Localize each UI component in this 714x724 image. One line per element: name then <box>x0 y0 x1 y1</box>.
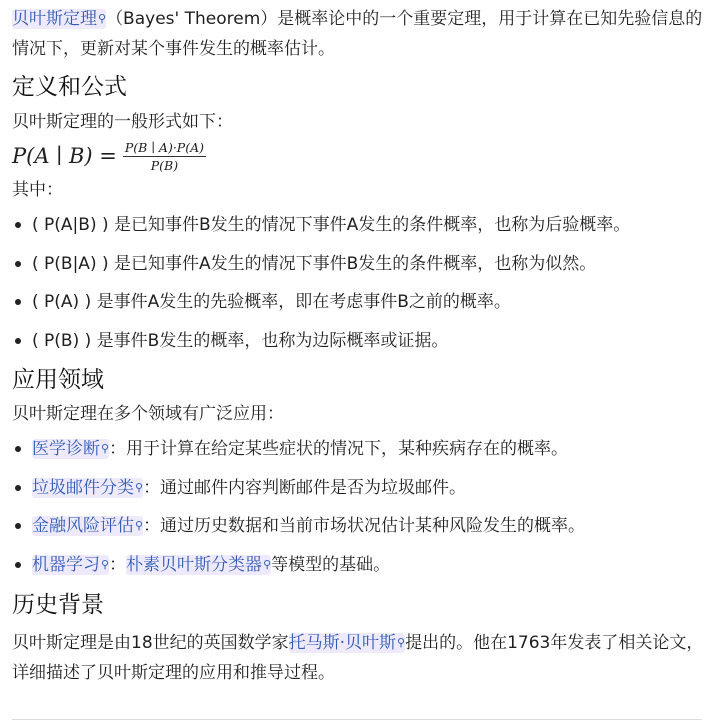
list-item <box>12 469 704 508</box>
search-icon: ⚲ <box>98 12 107 25</box>
definition-lead: 贝叶斯定理的一般形式如下： <box>12 112 233 132</box>
link-label: 垃圾邮件分类 <box>32 477 134 498</box>
applications-lead: 贝叶斯定理在多个领域有广泛应用： <box>12 404 284 424</box>
link-thomas-bayes[interactable] <box>289 633 405 653</box>
applications-list <box>12 430 704 584</box>
formula-numerator: P(B ∣ A)·P(A) <box>124 139 204 155</box>
link-financial-risk[interactable] <box>32 516 143 536</box>
link-medical-diagnosis[interactable] <box>32 439 109 459</box>
formula-fraction <box>123 140 206 173</box>
article <box>12 4 704 688</box>
intro-text: （Bayes' Theorem）是概率论中的一个重要定理，用于计算在已知先验信息的情况下，更新对某个事件发生的概率估计。 <box>12 9 703 59</box>
list-item: ( P(A) ) 是事件A发生的先验概率，即在考虑事件B之前的概率。 <box>12 283 704 322</box>
link-label: 机器学习 <box>32 554 100 575</box>
item-text: 等模型的基础。 <box>271 554 391 575</box>
formula-lhs: P(A ∣ B) = <box>12 144 117 168</box>
link-label: 托马斯·贝叶斯 <box>288 633 397 653</box>
link-naive-bayes[interactable] <box>126 555 271 575</box>
link-machine-learning[interactable] <box>32 555 109 575</box>
search-icon: ⚲ <box>135 519 144 532</box>
heading-definition: 定义和公式 <box>12 74 127 100</box>
item-text: ：通过历史数据和当前市场状况估计某种风险发生的概率。 <box>143 516 586 536</box>
intro-paragraph <box>12 4 704 64</box>
bottom-divider <box>12 719 702 720</box>
search-icon: ⚲ <box>397 636 406 649</box>
list-item: ( P(B) ) 是事件B发生的概率，也称为边际概率或证据。 <box>12 322 704 361</box>
search-icon: ⚲ <box>101 442 110 455</box>
list-item <box>12 546 704 585</box>
where-label: 其中： <box>12 180 63 200</box>
item-text: ：通过邮件内容判断邮件是否为垃圾邮件。 <box>143 477 467 498</box>
search-icon: ⚲ <box>135 480 144 494</box>
heading-applications: 应用领域 <box>12 367 104 393</box>
bayes-formula <box>12 137 704 175</box>
list-item: ( P(B|A) ) 是已知事件A发生的情况下事件B发生的条件概率，也称为似然。 <box>12 245 704 284</box>
history-text: 贝叶斯定理是由18世纪的英国数学家 <box>12 633 289 653</box>
link-label: 贝叶斯定理 <box>12 9 97 29</box>
item-text: ： <box>109 554 127 575</box>
definition-list <box>12 206 704 360</box>
search-icon: ⚲ <box>101 557 110 571</box>
link-label: 金融风险评估 <box>32 516 134 536</box>
history-text: 提出的。他在1763年发表了相关论文，详细描述了贝叶斯定理的应用和推导过程。 <box>12 633 704 683</box>
link-spam-classification[interactable] <box>32 478 143 498</box>
list-item <box>12 430 704 469</box>
history-paragraph <box>12 628 704 688</box>
link-label: 医学诊断 <box>32 439 100 459</box>
link-label: 朴素贝叶斯分类器 <box>126 554 263 575</box>
search-icon: ⚲ <box>263 557 272 571</box>
item-text: ：用于计算在给定某些症状的情况下，某种疾病存在的概率。 <box>109 439 569 459</box>
formula-denominator: P(B) <box>150 157 179 173</box>
list-item: ( P(A|B) ) 是已知事件B发生的情况下事件A发生的条件概率，也称为后验概率。 <box>12 206 704 245</box>
link-bayes-theorem[interactable] <box>12 9 106 29</box>
heading-history: 历史背景 <box>12 592 104 618</box>
list-item <box>12 507 704 546</box>
